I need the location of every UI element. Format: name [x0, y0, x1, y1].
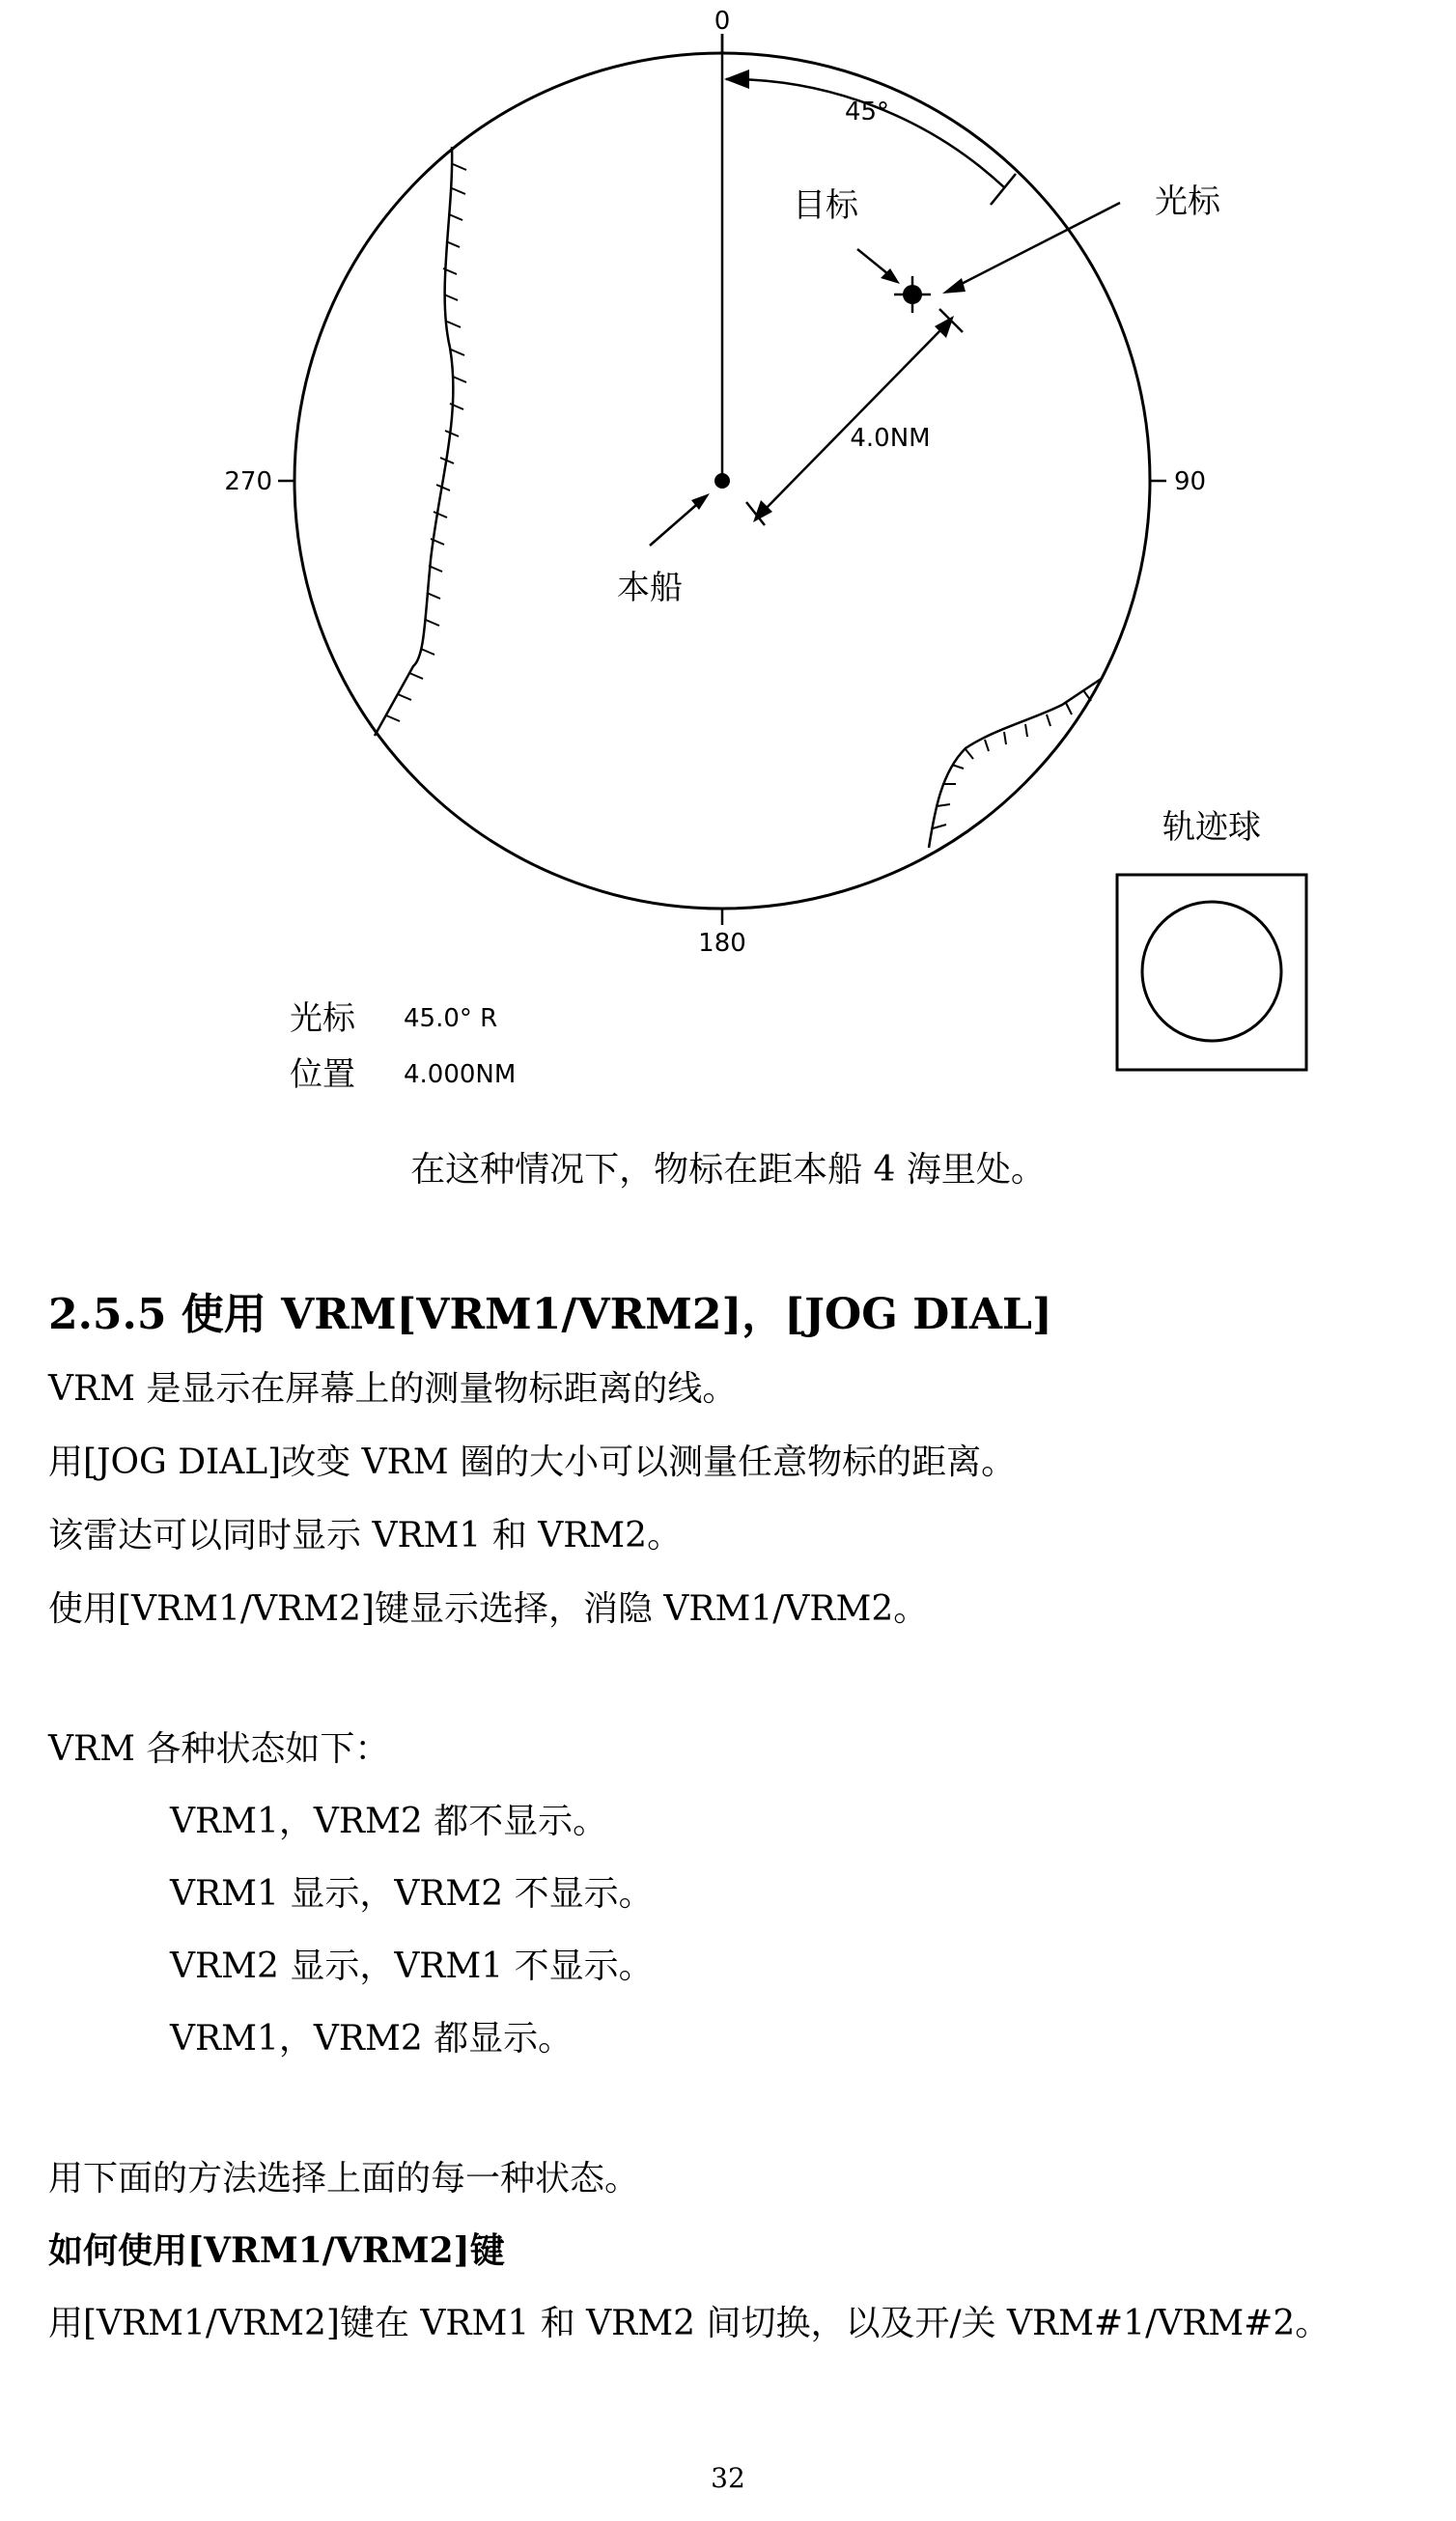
own-ship-label: 本船: [617, 569, 683, 607]
range-line: [761, 324, 946, 514]
target-marker: [894, 276, 931, 313]
paragraph-3: 该雷达可以同时显示 VRM1 和 VRM2。: [48, 1516, 683, 1555]
own-ship-pointer: [650, 499, 703, 546]
coastline-left-hatches: [386, 164, 466, 721]
radar-diagram: [0, 0, 1456, 1120]
readout-cursor-value: 45.0° R: [404, 1004, 498, 1033]
bearing-arc: [726, 79, 1004, 187]
method-intro: 用下面的方法选择上面的每一种状态。: [48, 2159, 640, 2199]
coastline-right: [929, 678, 1103, 848]
paragraph-4: 使用[VRM1/VRM2]键显示选择，消隐 VRM1/VRM2。: [48, 1589, 929, 1629]
states-intro: VRM 各种状态如下：: [48, 1729, 390, 1769]
cursor-label: 光标: [1155, 182, 1220, 221]
section-heading: 2.5.5 使用 VRM[VRM1/VRM2]，[JOG DIAL]: [48, 1290, 1052, 1339]
trackball-icon: [1142, 902, 1281, 1041]
readout-position-value: 4.000NM: [404, 1060, 517, 1089]
cursor-pointer: [950, 203, 1120, 290]
bearing-arc-arrowhead: [724, 70, 749, 89]
coastline-left: [375, 147, 453, 736]
target-label: 目标: [793, 186, 858, 225]
bearing-label-90: 90: [1174, 467, 1207, 496]
trackball-label: 轨迹球: [1162, 808, 1261, 847]
range-label: 4.0NM: [850, 424, 931, 453]
angle-label: 45°: [844, 98, 890, 126]
paragraph-1: VRM 是显示在屏幕上的测量物标距离的线。: [48, 1369, 738, 1409]
paragraph-2: 用[JOG DIAL]改变 VRM 圈的大小可以测量任意物标的距离。: [48, 1443, 1017, 1482]
state-item-3: VRM2 显示，VRM1 不显示。: [170, 1947, 654, 1986]
state-item-2: VRM1 显示，VRM2 不显示。: [170, 1874, 654, 1914]
page-number: 32: [711, 2462, 745, 2494]
key-description: 用[VRM1/VRM2]键在 VRM1 和 VRM2 间切换，以及开/关 VRM#1/VRM#2。: [48, 2304, 1330, 2343]
state-item-1: VRM1，VRM2 都不显示。: [170, 1802, 608, 1841]
readout-cursor-caption: 光标: [290, 999, 355, 1038]
figure-caption: 在这种情况下，物标在距本船 4 海里处。: [410, 1150, 1046, 1190]
subheading: 如何使用[VRM1/VRM2]键: [48, 2230, 505, 2271]
bearing-label-180: 180: [698, 929, 746, 958]
bearing-label-0: 0: [714, 7, 731, 36]
bearing-label-270: 270: [224, 467, 272, 496]
own-ship-marker: [714, 473, 730, 489]
readout-position-caption: 位置: [290, 1055, 355, 1094]
state-item-4: VRM1，VRM2 都显示。: [170, 2019, 574, 2059]
